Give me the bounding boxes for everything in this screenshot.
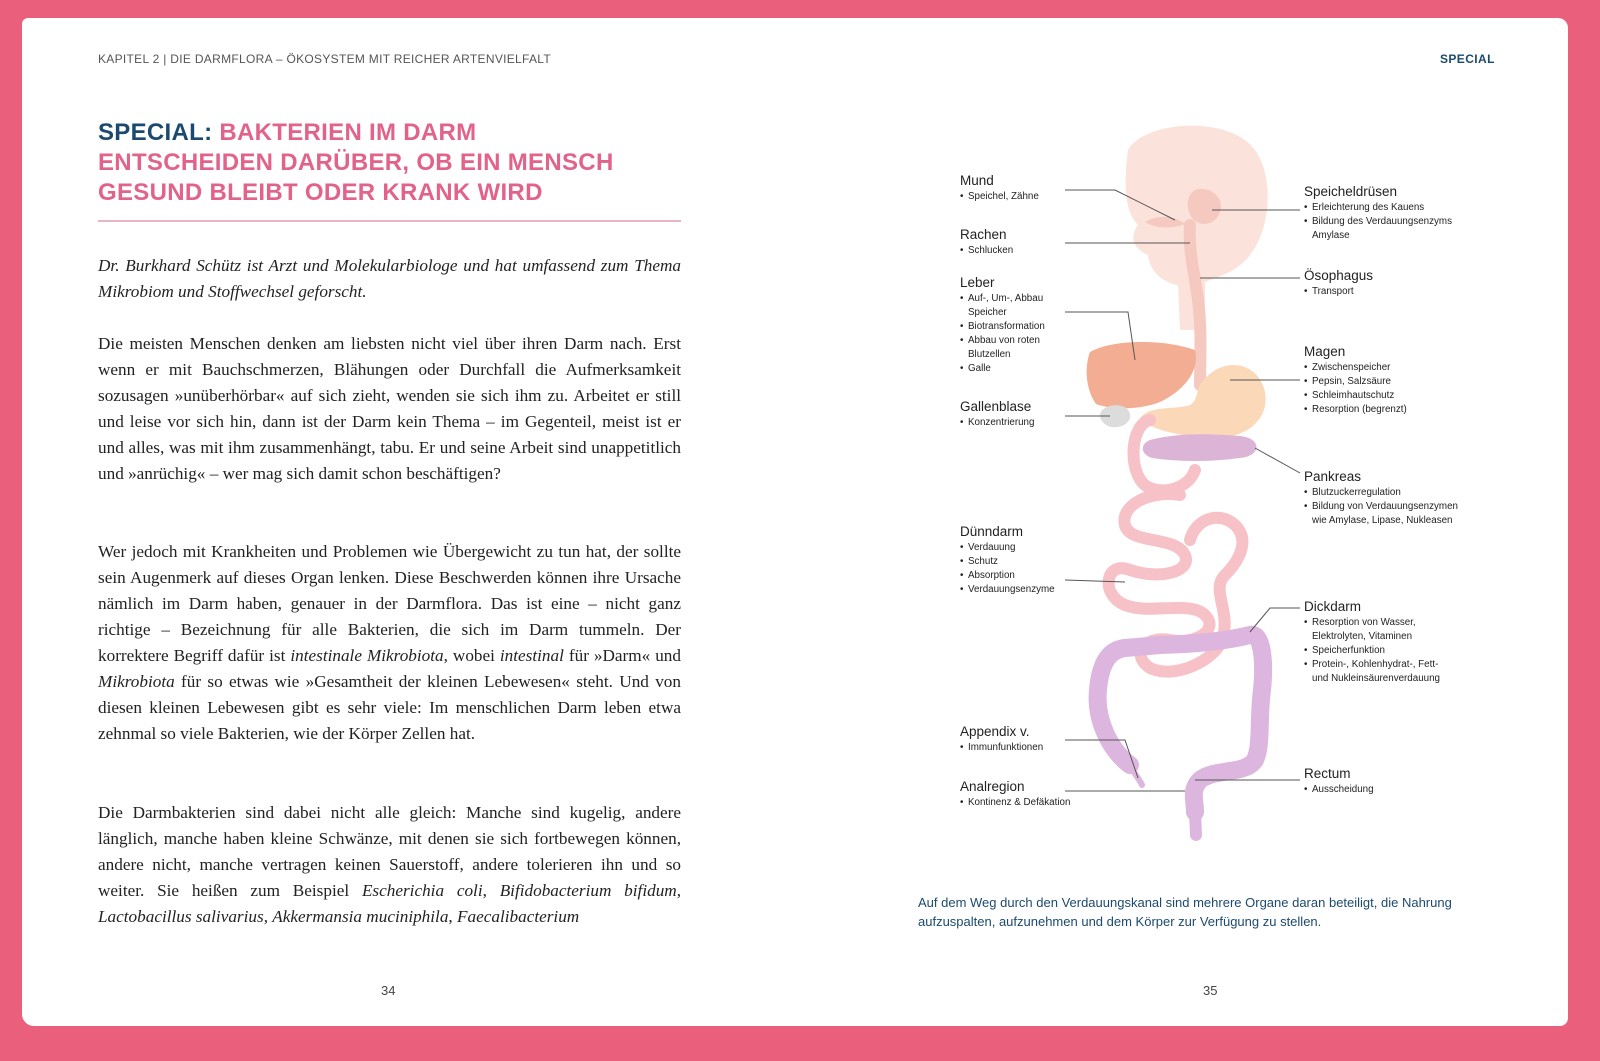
species-4: Akkermansia muciniphila bbox=[272, 907, 449, 926]
label-analregion-item: • Kontinenz & Defäkation bbox=[960, 796, 1070, 810]
label-pankreas-item: • Blutzuckerregulation bbox=[1304, 486, 1474, 500]
label-rachen-item: • Schlucken bbox=[960, 244, 1013, 258]
species-1: Escherichia coli bbox=[361, 881, 483, 900]
title-lead: SPECIAL: bbox=[98, 119, 213, 146]
p3-sep-4: , bbox=[448, 907, 458, 926]
title-line3: GESUND BLEIBT ODER KRANK WIRD bbox=[98, 179, 543, 206]
label-magen bbox=[1304, 344, 1407, 417]
p3-sep-1: , bbox=[482, 881, 500, 900]
label-rectum-title: Rectum bbox=[1304, 766, 1351, 781]
label-dickdarm bbox=[1304, 599, 1454, 686]
label-pankreas-item: • Bildung von Verdauungsenzymen wie Amylase, Lipase, Nukleasen bbox=[1304, 500, 1474, 528]
label-analregion bbox=[960, 779, 1070, 810]
label-leber-item: • Abbau von roten Blutzellen bbox=[960, 334, 1080, 362]
label-dickdarm-item: • Protein-, Kohlenhydrat-, Fett- und Nukleinsäurenverdauung bbox=[1304, 658, 1454, 686]
label-rachen bbox=[960, 227, 1013, 258]
label-appendix-item: • Immunfunktionen bbox=[960, 741, 1043, 755]
label-speicheldruesen-item: • Bildung des Verdauungsenzyms Amylase bbox=[1304, 215, 1464, 243]
label-pankreas bbox=[1304, 469, 1474, 528]
label-speicheldruesen bbox=[1304, 184, 1464, 243]
label-magen-item: • Resorption (begrenzt) bbox=[1304, 403, 1407, 417]
running-head-right: SPECIAL bbox=[1440, 52, 1495, 66]
label-leber-item: • Galle bbox=[960, 362, 1080, 376]
species-5: Faecalibacterium bbox=[457, 907, 580, 926]
label-oesophagus-item: • Transport bbox=[1304, 285, 1373, 299]
intro-paragraph: Dr. Burkhard Schütz ist Arzt und Molekularbiologe und hat umfassend zum Thema Mikrobiom und Stoffwechsel geforscht. bbox=[98, 256, 681, 301]
label-duenndarm-item: • Verdauung bbox=[960, 541, 1055, 555]
label-leber bbox=[960, 275, 1080, 376]
p2-text-c: für »Darm« und bbox=[563, 646, 681, 665]
label-mund bbox=[960, 173, 1039, 204]
p2-text-a: Wer jedoch mit Krankheiten und Problemen wie Übergewicht zu tun hat, der sollte sein Augenmerk auf dieses Organ lenken. Diese Beschwerden können ihre Ursache nämlich im Darm haben, genauer in der Darmflora. Das ist eine – nicht ganz richtige – Bezeichnung für alle Bakterien, die sich im Darm tummeln. Der korrektere Begriff dafür ist bbox=[98, 542, 681, 665]
label-oesophagus bbox=[1304, 268, 1373, 299]
label-oesophagus-title: Ösophagus bbox=[1304, 268, 1374, 283]
label-gallenblase-title: Gallenblase bbox=[960, 399, 1032, 414]
p3-text-a: Die Darmbakterien sind dabei nicht alle gleich: Manche sind kugelig, andere länglich, manche haben kleine Schwänze, mit denen sie sich fortbewegen können, andere nicht, manche vertragen keinen Sauerstoff, andere tolerieren ihn und so weiter. Sie heißen zum Beispiel bbox=[98, 803, 681, 900]
label-leber-title: Leber bbox=[960, 275, 995, 290]
label-magen-item: • Schleimhautschutz bbox=[1304, 389, 1407, 403]
body-paragraph-2 bbox=[98, 539, 681, 747]
figure-caption: Auf dem Weg durch den Verdauungskanal sind mehrere Organe daran beteiligt, die Nahrung aufzuspalten, aufzunehmen und dem Körper zur Verfügung zu stellen. bbox=[918, 895, 1452, 929]
p3-sep-3: , bbox=[263, 907, 273, 926]
term-intestinale-mikrobiota: intestinale Mikrobiota bbox=[290, 646, 444, 665]
title-line2: ENTSCHEIDEN DARÜBER, OB EIN MENSCH bbox=[98, 149, 614, 176]
page-number-left: 34 bbox=[381, 983, 396, 998]
label-rachen-title: Rachen bbox=[960, 227, 1007, 242]
page-number-right: 35 bbox=[1203, 983, 1218, 998]
p2-text-d: für so etwas wie »Gesamtheit der kleinen Lebewesen« steht. Und von diesen kleinen Lebewesen gibt es sehr viele: Im menschlichen Darm leben etwa zehnmal so viele Bakterien, wie der Körper Zellen hat. bbox=[98, 672, 681, 743]
label-analregion-title: Analregion bbox=[960, 779, 1025, 794]
p2-text-b: , wobei bbox=[443, 646, 500, 665]
label-gallenblase bbox=[960, 399, 1034, 430]
title-divider bbox=[98, 220, 681, 222]
label-dickdarm-title: Dickdarm bbox=[1304, 599, 1362, 614]
label-leber-item: • Auf-, Um-, Abbau Speicher bbox=[960, 292, 1080, 320]
label-rectum bbox=[1304, 766, 1374, 797]
label-magen-item: • Zwischenspeicher bbox=[1304, 361, 1407, 375]
label-speicheldruesen-item: • Erleichterung des Kauens bbox=[1304, 201, 1464, 215]
label-appendix bbox=[960, 724, 1043, 755]
label-duenndarm-title: Dünndarm bbox=[960, 524, 1024, 539]
label-leber-item: • Biotransformation bbox=[960, 320, 1080, 334]
page-title bbox=[98, 118, 698, 208]
body-paragraph-3 bbox=[98, 800, 681, 930]
label-duenndarm bbox=[960, 524, 1055, 597]
label-magen-title: Magen bbox=[1304, 344, 1346, 359]
term-intestinal: intestinal bbox=[499, 646, 564, 665]
label-gallenblase-item: • Konzentrierung bbox=[960, 416, 1034, 430]
label-rectum-item: • Ausscheidung bbox=[1304, 783, 1374, 797]
label-dickdarm-item: • Resorption von Wasser, Elektrolyten, Vitaminen bbox=[1304, 616, 1454, 644]
species-2: Bifidobacterium bifidum bbox=[499, 881, 677, 900]
label-appendix-title: Appendix v. bbox=[960, 724, 1030, 739]
label-dickdarm-item: • Speicherfunktion bbox=[1304, 644, 1454, 658]
species-3: Lactobacillus salivarius bbox=[98, 907, 264, 926]
p3-sep-2: , bbox=[676, 881, 681, 900]
label-mund-item: • Speichel, Zähne bbox=[960, 190, 1039, 204]
label-duenndarm-item: • Schutz bbox=[960, 555, 1055, 569]
term-mikrobiota: Mikrobiota bbox=[98, 672, 175, 691]
title-line1: BAKTERIEN IM DARM bbox=[219, 119, 477, 146]
body-paragraph-1: Die meisten Menschen denken am liebsten nicht viel über ihren Darm nach. Erst wenn er mit Bauchschmerzen, Blähungen oder Durchfall die Aufmerksamkeit sozusagen »unüberhörbar« auf sich zieht, wenden sie sich ihm zu. Arbeitet er still und leise vor sich hin, dann ist der Darm kein Thema – im Gegenteil, meist ist er und alles, was mit ihm zusammenhängt, tabu. Er und seine Arbeit sind unappetitlich und »anrüchig« – wer mag sich damit schon beschäftigen? bbox=[98, 334, 681, 483]
label-duenndarm-item: • Verdauungsenzyme bbox=[960, 583, 1055, 597]
label-mund-title: Mund bbox=[960, 173, 994, 188]
label-magen-item: • Pepsin, Salzsäure bbox=[1304, 375, 1407, 389]
label-speicheldruesen-title: Speicheldrüsen bbox=[1304, 184, 1398, 199]
label-pankreas-title: Pankreas bbox=[1304, 469, 1362, 484]
label-duenndarm-item: • Absorption bbox=[960, 569, 1055, 583]
running-head-left: KAPITEL 2 | DIE DARMFLORA – ÖKOSYSTEM MIT REICHER ARTENVIELFALT bbox=[98, 52, 552, 66]
